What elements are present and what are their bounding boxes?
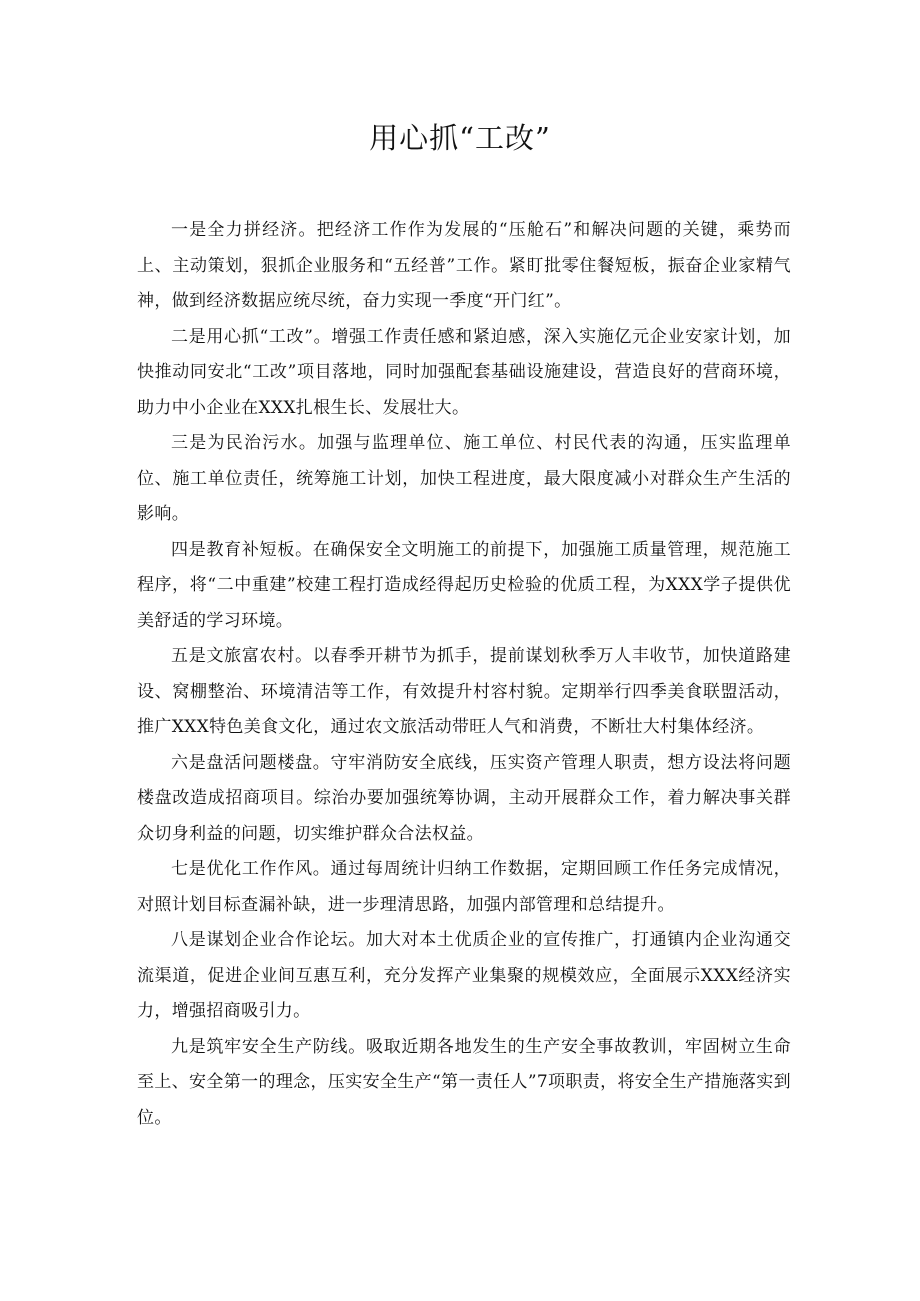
paragraph-economy: 一是全力拼经济。把经济工作作为发展的“压舱石”和解决问题的关键，乘势而上、主动策划，狠抓企业服务和“五经普”工作。紧盯批零住餐短板，振奋企业家精气神，做到经济数据应统尽统，奋力实现一季度“开门红”。 — [137, 220, 791, 311]
paragraph-enterprise-forum: 八是谋划企业合作论坛。加大对本土优质企业的宣传推广，打通镇内企业沟通交流渠道，促进企业间互惠互利，充分发挥产业集聚的规模效应，全面展示XXX经济实力，增强招商吸引力。 — [137, 930, 791, 1021]
paragraph-education: 四是教育补短板。在确保安全文明施工的前提下，加强施工质量管理，规范施工程序，将“二中重建”校建工程打造成经得起历史检验的优质工程，为XXX学子提供优美舒适的学习环境。 — [137, 539, 791, 631]
paragraph-sewage: 三是为民治污水。加强与监理单位、施工单位、村民代表的沟通，压实监理单位、施工单位责任，统筹施工计划，加快工程进度，最大限度减小对群众生产生活的影响。 — [137, 433, 791, 524]
paragraph-safety: 九是筑牢安全生产防线。吸取近期各地发生的生产安全事故教训，牢固树立生命至上、安全第一的理念，压实安全生产“第一责任人”7项职责，将安全生产措施落实到位。 — [137, 1036, 791, 1128]
document-body — [137, 213, 791, 1136]
paragraph-work-style: 七是优化工作作风。通过每周统计归纳工作数据，定期回顾工作任务完成情况，对照计划目标查漏补缺，进一步理清思路，加强内部管理和总结提升。 — [137, 859, 791, 915]
paragraph-culture-tourism: 五是文旅富农村。以春季开耕节为抓手，提前谋划秋季万人丰收节，加快道路建设、窝棚整治、环境清洁等工作，有效提升村容村貌。定期举行四季美食联盟活动，推广XXX特色美食文化，通过农文旅活动带旺人气和消费，不断壮大村集体经济。 — [137, 646, 791, 737]
paragraph-industrial-reform: 二是用心抓“工改”。增强工作责任感和紧迫感，深入实施亿元企业安家计划，加快推动同安北“工改”项目落地，同时加强配套基础设施建设，营造良好的营商环境，助力中小企业在XXX扎根生长、发展壮大。 — [137, 326, 791, 418]
paragraph-problem-buildings: 六是盘活问题楼盘。守牢消防安全底线，压实资产管理人职责，想方设法将问题楼盘改造成招商项目。综治办要加强统筹协调，主动开展群众工作，着力解决事关群众切身利益的问题，切实维护群众合法权益。 — [137, 752, 791, 844]
document-title: 用心抓“工改” — [369, 121, 551, 155]
